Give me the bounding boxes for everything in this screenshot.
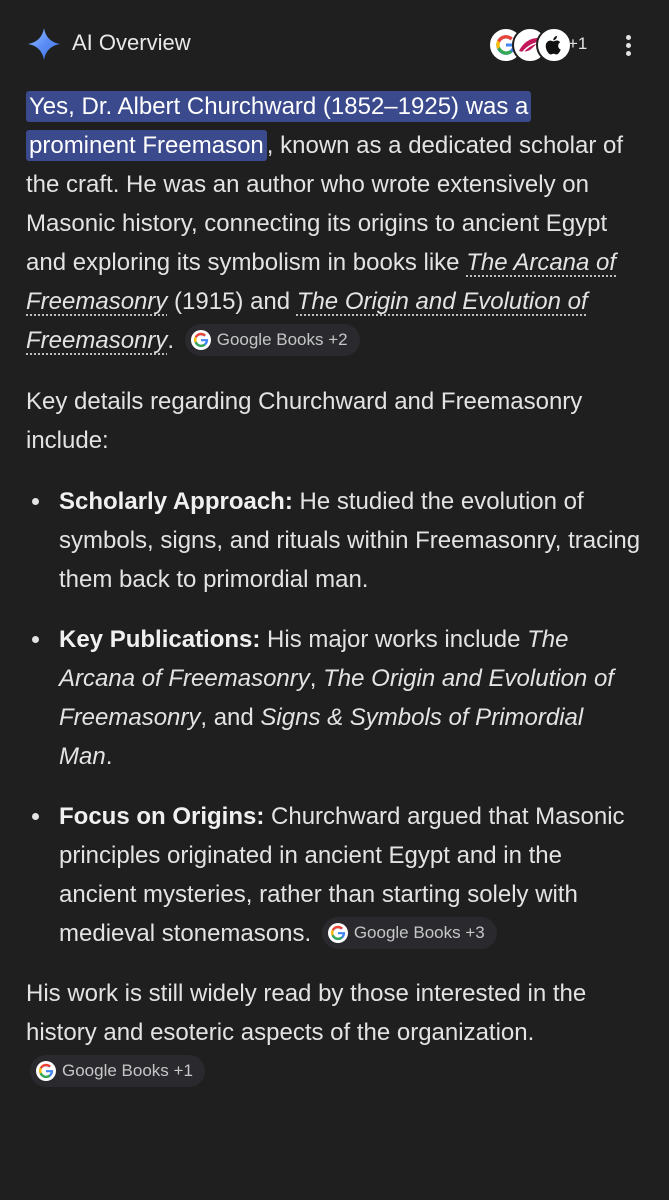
google-g-icon [328, 923, 348, 943]
bullet-title: Scholarly Approach: [59, 488, 293, 515]
intro-text-2: (1915) and [167, 288, 297, 315]
closing-text: His work is still widely read by those interested in the history and esoteric aspects of the organization. [26, 980, 587, 1046]
highlighted-answer: Yes, Dr. Albert Churchward (1852–1925) was a prominent Freemason [26, 91, 531, 161]
chip-label: Google Books +2 [216, 329, 348, 349]
source-chip-google-books[interactable] [30, 1055, 205, 1087]
separator-text: , [309, 665, 324, 692]
key-details-list [26, 482, 641, 953]
intro-text-1: , known as a dedicated scholar of the craft. He was an author who wrote extensively on Masonic history, connecting its origins to ancient Egypt and exploring its symbolism in books like [26, 132, 623, 276]
separator-text: . [105, 743, 113, 770]
list-item [26, 482, 641, 599]
work-title: The Arcana of Freemasonry [59, 626, 569, 692]
source-chip-google-books[interactable] [322, 917, 497, 949]
sparkle-icon [27, 27, 61, 61]
bullet-text: His major works include [260, 626, 528, 653]
closing-paragraph [26, 974, 641, 1091]
list-item [26, 797, 641, 953]
book-link-origin-evolution[interactable]: The Origin and Evolution of Freemasonry [26, 288, 588, 354]
source-chip-google-books[interactable] [185, 324, 360, 356]
apple-favicon[interactable] [536, 27, 572, 63]
chip-label: Google Books +3 [353, 922, 485, 942]
list-item [26, 620, 641, 776]
separator-text: , and [200, 704, 261, 731]
intro-text-3: . [167, 327, 175, 354]
ai-overview-header [0, 0, 669, 88]
more-vert-icon[interactable] [617, 31, 639, 59]
work-title: The Origin and Evolution of Freemasonry [59, 665, 614, 731]
bullet-text: He studied the evolution of symbols, signs, and rituals within Freemasonry, tracing them back to primordial man. [59, 488, 641, 593]
bullet-title: Focus on Origins: [59, 803, 265, 830]
key-details-intro: Key details regarding Churchward and Freemasonry include: [26, 388, 583, 454]
bullet-title: Key Publications: [59, 626, 261, 653]
source-favicons[interactable] [488, 27, 598, 63]
bullet-text: Churchward argued that Masonic principles originated in ancient Egypt and in the ancient mysteries, rather than starting solely with medieval stonemasons. [59, 803, 625, 947]
work-title: Signs & Symbols of Primordial Man [59, 704, 584, 770]
chip-label: Google Books +1 [62, 1060, 193, 1080]
google-g-icon [36, 1061, 56, 1081]
more-sources-count[interactable]: +1 [568, 34, 588, 53]
google-g-icon [191, 330, 211, 350]
ai-overview-content [26, 87, 641, 1091]
book-link-arcana[interactable]: The Arcana of Freemasonry [26, 249, 617, 315]
ai-overview-title: AI Overview [72, 30, 191, 55]
intro-paragraph [26, 87, 641, 360]
